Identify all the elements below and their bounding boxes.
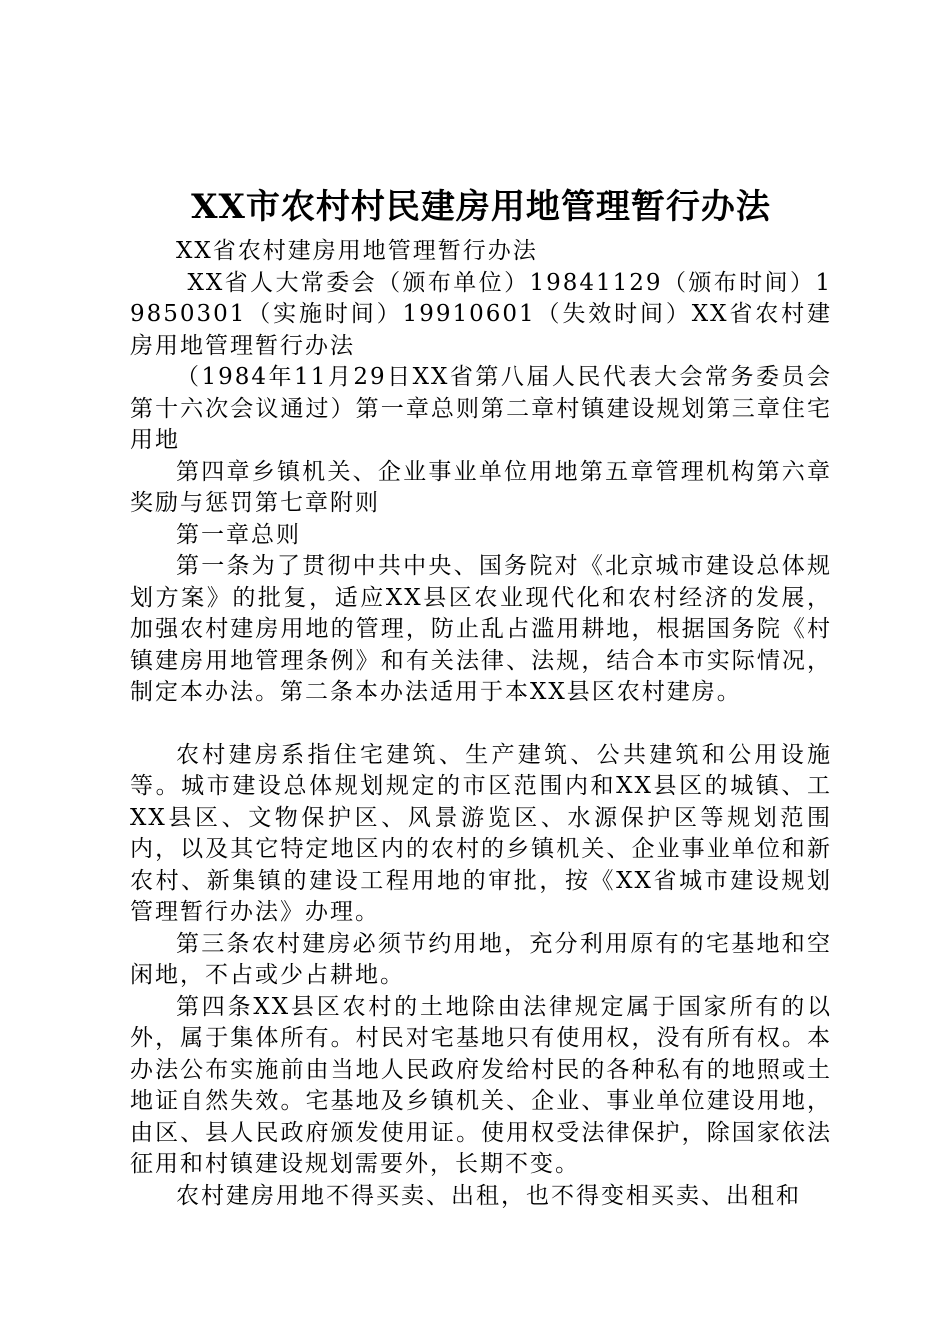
chapter-heading: 第一章总则 (176, 521, 301, 548)
paragraph-article-4: 第四条XX县区农村的土地除由法律规定属于国家所有的以外，属于集体所有。村民对宅基地只有使用权，没有所有权。本办法公布实施前由当地人民政府发给村民的各种私有的地照或土地证自然失效。宅基地及乡镇机关、企业、事业单位建设用地，由区、县人民政府颁发使用证。使用权受法律保护，除国家依法征用和村镇建设规划需要外，长期不变。 (130, 993, 832, 1177)
document-title: XX市农村村民建房用地管理暂行办法 (191, 187, 771, 227)
paragraph-article-1: 第一条为了贯彻中共中央、国务院对《北京城市建设总体规划方案》的批复，适应XX县区农业现代化和农村经济的发展，加强农村建房用地的管理，防止乱占滥用耕地，根据国务院《村镇建房用地管理条例》和有关法律、法规，结合本市实际情况，制定本办法。第二条本办法适用于本XX县区农村建房。 (130, 553, 832, 705)
paragraph-spacer (130, 709, 832, 740)
paragraph-adoption-note: （1984年11月29日XX省第八届人民代表大会常务委员会第十六次会议通过）第一章总则第二章村镇建设规划第三章住宅用地 (130, 364, 832, 453)
paragraph-chapter-list: 第四章乡镇机关、企业事业单位用地第五章管理机构第六章奖励与惩罚第七章附则 (130, 458, 832, 516)
paragraph-article-4-continued: 农村建房用地不得买卖、出租，也不得变相买卖、出租和 (176, 1182, 801, 1209)
paragraph-article-3: 第三条农村建房必须节约用地，充分利用原有的宅基地和空闲地，不占或少占耕地。 (130, 930, 832, 988)
paragraph-metadata: XX省人大常委会（颁布单位）19841129（颁布时间）19850301（实施时间）19910601（失效时间）XX省农村建房用地管理暂行办法 (130, 269, 832, 359)
paragraph-subtitle: XX省农村建房用地管理暂行办法 (176, 238, 538, 264)
paragraph-article-2-detail: 农村建房系指住宅建筑、生产建筑、公共建筑和公用设施等。城市建设总体规划规定的市区范围内和XX县区的城镇、工XX县区、文物保护区、风景游览区、水源保护区等规划范围内，以及其它特定地区内的农村的乡镇机关、企业事业单位和新农村、新集镇的建设工程用地的审批，按《XX省城市建设规划管理暂行办法》办理。 (130, 741, 832, 925)
